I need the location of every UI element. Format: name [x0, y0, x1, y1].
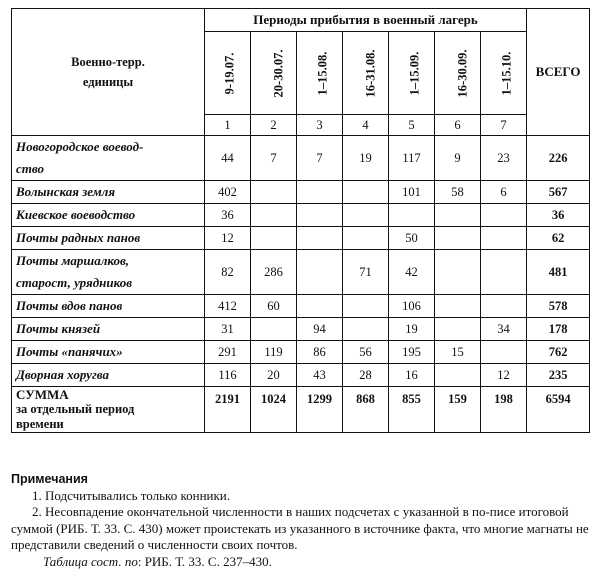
data-table-container: [11, 8, 589, 433]
table-cell: 23: [481, 136, 527, 181]
row-label-line: Почты вдов панов: [16, 298, 123, 313]
period-date-label: 16-31.08.: [363, 49, 378, 98]
note-1: 1. Подсчитывались только конники.: [32, 487, 231, 503]
row-label-line: Почты князей: [16, 321, 101, 336]
row-label: [12, 364, 205, 387]
table-cell: 82: [205, 250, 251, 295]
table-cell: [481, 341, 527, 364]
table-cell: 36: [205, 204, 251, 227]
table-row: [12, 204, 590, 227]
period-date-label: 20-30.07.: [271, 49, 286, 98]
table-cell: 9: [435, 136, 481, 181]
sum-cell: 868: [343, 387, 389, 433]
period-date-label: 16-30.09.: [455, 49, 470, 98]
notes-title: Примечания: [11, 472, 88, 486]
row-label: [12, 341, 205, 364]
table-row: [12, 341, 590, 364]
table-cell: 7: [297, 136, 343, 181]
period-date-cell: [389, 32, 435, 115]
table-cell: 101: [389, 181, 435, 204]
column-number: 5: [389, 115, 435, 136]
column-number: 1: [205, 115, 251, 136]
column-number: 2: [251, 115, 297, 136]
sum-cell: 159: [435, 387, 481, 433]
table-cell: 116: [205, 364, 251, 387]
table-cell: [389, 204, 435, 227]
table-cell: [251, 318, 297, 341]
period-date-cell: [343, 32, 389, 115]
table-row: [12, 318, 590, 341]
table-cell: [481, 250, 527, 295]
sum-row: [12, 387, 590, 433]
table-cell: 71: [343, 250, 389, 295]
row-total: 178: [527, 318, 590, 341]
table-cell: [343, 204, 389, 227]
row-label: [12, 227, 205, 250]
notes-section: [11, 471, 593, 570]
table-cell: [343, 181, 389, 204]
period-date-cell: [481, 32, 527, 115]
row-label-line: Почты «панячих»: [16, 344, 123, 359]
table-cell: [435, 204, 481, 227]
sum-cell: 1299: [297, 387, 343, 433]
row-label-line: Новогородское воевод-: [16, 139, 144, 154]
table-cell: 402: [205, 181, 251, 204]
table-cell: 291: [205, 341, 251, 364]
table-cell: 119: [251, 341, 297, 364]
table-cell: 12: [481, 364, 527, 387]
table-cell: [251, 204, 297, 227]
table-cell: [435, 318, 481, 341]
row-total: 226: [527, 136, 590, 181]
table-cell: 28: [343, 364, 389, 387]
row-label: [12, 295, 205, 318]
table-cell: [435, 250, 481, 295]
table-cell: [297, 227, 343, 250]
table-cell: 12: [205, 227, 251, 250]
period-date-label: 1–15.08.: [315, 51, 330, 96]
table-cell: 86: [297, 341, 343, 364]
row-label-line: Дворная хоругва: [16, 367, 109, 382]
sum-cell: 1024: [251, 387, 297, 433]
table-cell: [481, 295, 527, 318]
table-row: [12, 295, 590, 318]
row-label-line: ство: [16, 161, 45, 176]
units-header-line2: единицы: [82, 75, 134, 89]
table-cell: [435, 295, 481, 318]
source-note: [11, 554, 593, 571]
table-cell: 44: [205, 136, 251, 181]
table-cell: 50: [389, 227, 435, 250]
row-label: [12, 250, 205, 295]
sum-cell: 198: [481, 387, 527, 433]
row-total: 481: [527, 250, 590, 295]
table-row: [12, 181, 590, 204]
table-cell: 60: [251, 295, 297, 318]
table-row: [12, 227, 590, 250]
table-cell: [435, 227, 481, 250]
table-cell: 56: [343, 341, 389, 364]
table-cell: 19: [343, 136, 389, 181]
units-header-line1: Военно-терр.: [71, 55, 145, 69]
table-cell: [343, 227, 389, 250]
period-date-cell: [251, 32, 297, 115]
period-date-cell: [435, 32, 481, 115]
row-label-line: Киевское воеводство: [16, 207, 136, 222]
sum-cell: 2191: [205, 387, 251, 433]
sum-row-title: СУММА: [16, 387, 69, 402]
table-cell: 7: [251, 136, 297, 181]
table-cell: [251, 227, 297, 250]
table-cell: [297, 204, 343, 227]
period-date-cell: [297, 32, 343, 115]
row-label-line: Почты маршалков,: [16, 253, 130, 268]
row-label: [12, 181, 205, 204]
column-number: 4: [343, 115, 389, 136]
period-date-label: 9-19.07.: [222, 52, 237, 95]
source-prefix: Таблица сост. по: [43, 553, 138, 569]
row-total: 578: [527, 295, 590, 318]
table-cell: [481, 227, 527, 250]
table-cell: 31: [205, 318, 251, 341]
period-date-label: 1–15.09.: [407, 51, 422, 96]
row-total: 567: [527, 181, 590, 204]
row-label-line: старост, урядников: [16, 275, 133, 290]
table-cell: 94: [297, 318, 343, 341]
period-date-label: 1–15.10.: [499, 51, 514, 96]
row-total: 762: [527, 341, 590, 364]
table-row: [12, 364, 590, 387]
table-cell: 412: [205, 295, 251, 318]
table-cell: 20: [251, 364, 297, 387]
column-number: 6: [435, 115, 481, 136]
total-header: ВСЕГО: [527, 9, 590, 136]
column-number: 7: [481, 115, 527, 136]
table-cell: [343, 318, 389, 341]
note-2: 2. Несовпадение окончательной численности в наших подсчетах с указанной в по-писе итоговой суммой (РИБ. Т. 33. С. 430) может проистекать из указанного в источнике факта, что многие магнаты не представили сведений о численности своих почтов.: [11, 504, 589, 552]
grand-total: 6594: [527, 387, 590, 433]
period-date-cell: [205, 32, 251, 115]
table-cell: 6: [481, 181, 527, 204]
row-total: 36: [527, 204, 590, 227]
table-cell: 106: [389, 295, 435, 318]
table-cell: [343, 295, 389, 318]
table-row: [12, 250, 590, 295]
row-label-line: Почты радных панов: [16, 230, 141, 245]
table-cell: [251, 181, 297, 204]
row-label-line: Волынская земля: [16, 184, 116, 199]
sum-cell: 855: [389, 387, 435, 433]
column-number: 3: [297, 115, 343, 136]
sum-row-subtitle: времени: [16, 417, 64, 431]
table-row: [12, 136, 590, 181]
table-cell: [297, 295, 343, 318]
sum-row-subtitle: за отдельный период: [16, 402, 135, 416]
row-total: 235: [527, 364, 590, 387]
table-cell: 195: [389, 341, 435, 364]
table-cell: [481, 204, 527, 227]
table-cell: [297, 181, 343, 204]
source-rest: : РИБ. Т. 33. С. 237–430.: [137, 553, 272, 569]
periods-header: Периоды прибытия в военный лагерь: [205, 9, 527, 32]
table-cell: 34: [481, 318, 527, 341]
row-label: [12, 204, 205, 227]
table-cell: 43: [297, 364, 343, 387]
table-cell: [435, 364, 481, 387]
muster-table: [11, 8, 590, 433]
table-cell: 19: [389, 318, 435, 341]
row-total: 62: [527, 227, 590, 250]
row-label: [12, 318, 205, 341]
units-header: [12, 9, 205, 136]
table-cell: 286: [251, 250, 297, 295]
sum-row-label: [12, 387, 205, 433]
table-cell: 42: [389, 250, 435, 295]
table-cell: 58: [435, 181, 481, 204]
row-label: [12, 136, 205, 181]
table-cell: [297, 250, 343, 295]
table-cell: 16: [389, 364, 435, 387]
table-cell: 15: [435, 341, 481, 364]
table-cell: 117: [389, 136, 435, 181]
